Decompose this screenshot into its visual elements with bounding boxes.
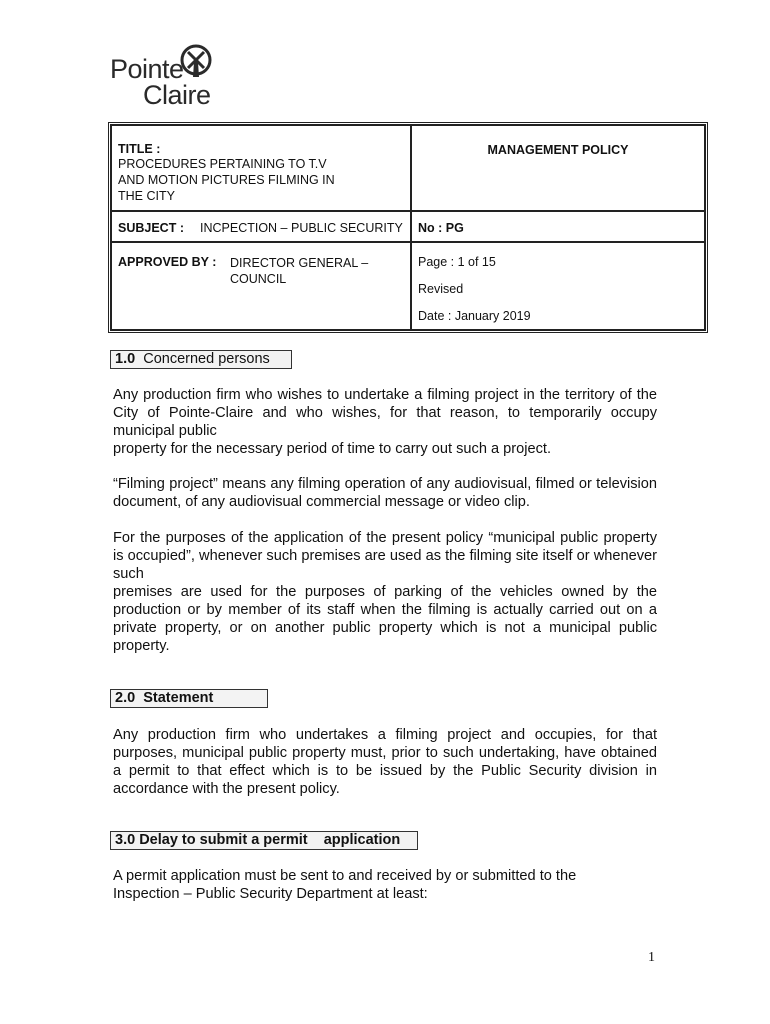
section-2-number: 2.0 bbox=[115, 690, 136, 706]
policy-header-table bbox=[108, 122, 708, 333]
page-number: 1 bbox=[648, 950, 655, 965]
policy-type: MANAGEMENT POLICY bbox=[487, 143, 629, 157]
section-1-paragraph: For the purposes of the application of the present policy “municipal public property is occupied”, whenever such premises are used as the filming site itself or whenever such bbox=[113, 530, 657, 582]
policy-type-cell bbox=[411, 125, 705, 211]
subject-label: SUBJECT : bbox=[118, 221, 184, 235]
section-1-paragraph: Any production firm who wishes to undertake a filming project in the territory of the City of Pointe-Claire and who wishes, for that reason, to temporarily occupy municipal public bbox=[113, 387, 657, 439]
page-count: Page : 1 of 15 bbox=[418, 255, 496, 269]
policy-number: No : PG bbox=[418, 221, 464, 235]
section-3-title: Delay to submit a permit application bbox=[139, 832, 401, 848]
approved-cell bbox=[111, 242, 411, 330]
logo-text-line2: Claire bbox=[143, 80, 211, 110]
section-1-paragraph: “Filming project” means any filming operation of any audiovisual, filmed or television document, of any audiovisual commercial message or video clip. bbox=[113, 476, 657, 510]
city-logo bbox=[110, 42, 220, 108]
section-1-title: Concerned persons bbox=[143, 351, 270, 367]
policy-date: Date : January 2019 bbox=[418, 309, 531, 323]
section-2-heading bbox=[110, 689, 268, 708]
section-3-paragraph: A permit application must be sent to and received by or submitted to the Inspection – Public Security Department at least: bbox=[113, 868, 577, 902]
title-value: PROCEDURES PERTAINING TO T.V AND MOTION PICTURES FILMING IN THE CITY bbox=[118, 157, 335, 203]
number-cell bbox=[411, 211, 705, 242]
section-1-paragraph: premises are used for the purposes of parking of the vehicles owned by the production or by member of its staff when the filming is actually carried out on a private property, or on another public property which is not a municipal public property. bbox=[113, 584, 657, 654]
revised-label: Revised bbox=[418, 282, 464, 296]
section-1-heading bbox=[110, 350, 292, 369]
section-2-paragraph: Any production firm who undertakes a filming project and occupies, for that purposes, municipal public property must, prior to such undertaking, have obtained a permit to that effect which is to be issued by the Public Security division in accordance with the present policy. bbox=[113, 727, 657, 797]
section-1-paragraph: property for the necessary period of time to carry out such a project. bbox=[113, 441, 552, 457]
section-3-number: 3.0 bbox=[115, 832, 136, 848]
page-info-cell bbox=[411, 242, 705, 330]
title-cell bbox=[111, 125, 411, 211]
subject-value: INCPECTION – PUBLIC SECURITY bbox=[200, 221, 403, 235]
section-3-heading bbox=[110, 831, 418, 850]
section-2-title: Statement bbox=[143, 690, 214, 706]
approved-value: DIRECTOR GENERAL – COUNCIL bbox=[230, 256, 369, 286]
subject-cell bbox=[111, 211, 411, 242]
windmill-icon bbox=[180, 44, 212, 78]
section-1-number: 1.0 bbox=[115, 351, 136, 367]
logo-text-line1: Pointe bbox=[110, 54, 184, 84]
title-label: TITLE : bbox=[118, 142, 161, 156]
approved-label: APPROVED BY : bbox=[118, 255, 217, 269]
